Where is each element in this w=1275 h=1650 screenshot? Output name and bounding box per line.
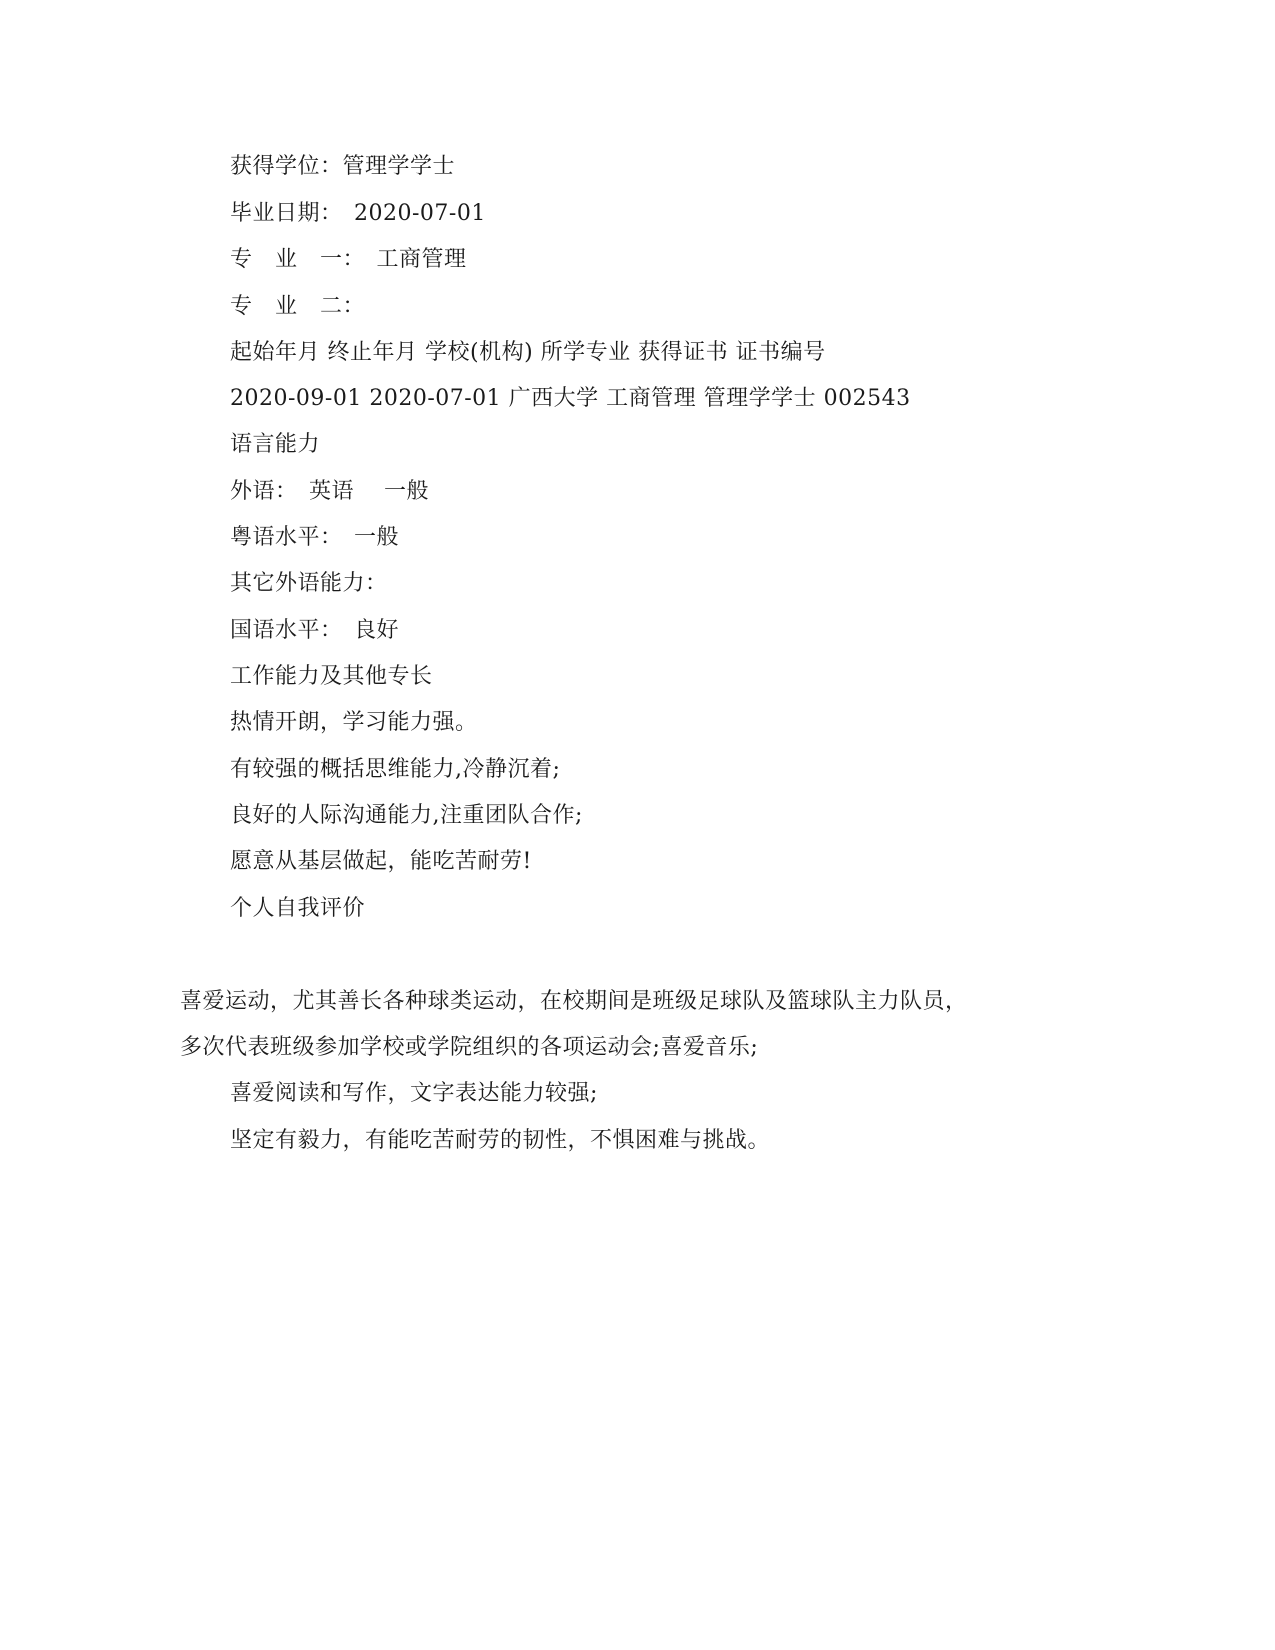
section-heading-skills: 工作能力及其他专长: [230, 664, 433, 689]
skill-line: 热情开朗，学习能力强。: [230, 710, 478, 735]
skill-line: 有较强的概括思维能力,冷静沉着;: [230, 757, 561, 782]
skill-line: 良好的人际沟通能力,注重团队合作;: [230, 803, 583, 828]
foreign-language-line: 外语： 英语 一般: [230, 479, 429, 504]
self-evaluation-paragraph-line: 喜爱运动，尤其善长各种球类运动，在校期间是班级足球队及篮球队主力队员，: [180, 989, 968, 1014]
skill-line: 愿意从基层做起，能吃苦耐劳!: [230, 849, 532, 874]
education-table-header: 起始年月 终止年月 学校(机构) 所学专业 获得证书 证书编号: [230, 340, 826, 365]
education-table-row: 2020-09-01 2020-07-01 广西大学 工商管理 管理学学士 002543: [230, 386, 911, 411]
section-heading-self-evaluation: 个人自我评价: [230, 896, 366, 921]
other-language-line: 其它外语能力：: [230, 571, 388, 596]
graduation-date-line: 毕业日期： 2020-07-01: [230, 201, 486, 226]
degree-line: 获得学位：管理学学士: [230, 154, 456, 179]
self-evaluation-line: 喜爱阅读和写作，文字表达能力较强;: [230, 1081, 598, 1106]
major-two-line: 专 业 二：: [230, 294, 366, 319]
major-one-line: 专 业 一： 工商管理: [230, 247, 467, 272]
self-evaluation-paragraph-line: 多次代表班级参加学校或学院组织的各项运动会;喜爱音乐;: [180, 1035, 759, 1060]
mandarin-level-line: 国语水平： 良好: [230, 618, 400, 643]
cantonese-level-line: 粤语水平： 一般: [230, 525, 400, 550]
section-heading-language: 语言能力: [230, 432, 321, 457]
self-evaluation-line: 坚定有毅力，有能吃苦耐劳的韧性，不惧困难与挑战。: [230, 1128, 771, 1153]
